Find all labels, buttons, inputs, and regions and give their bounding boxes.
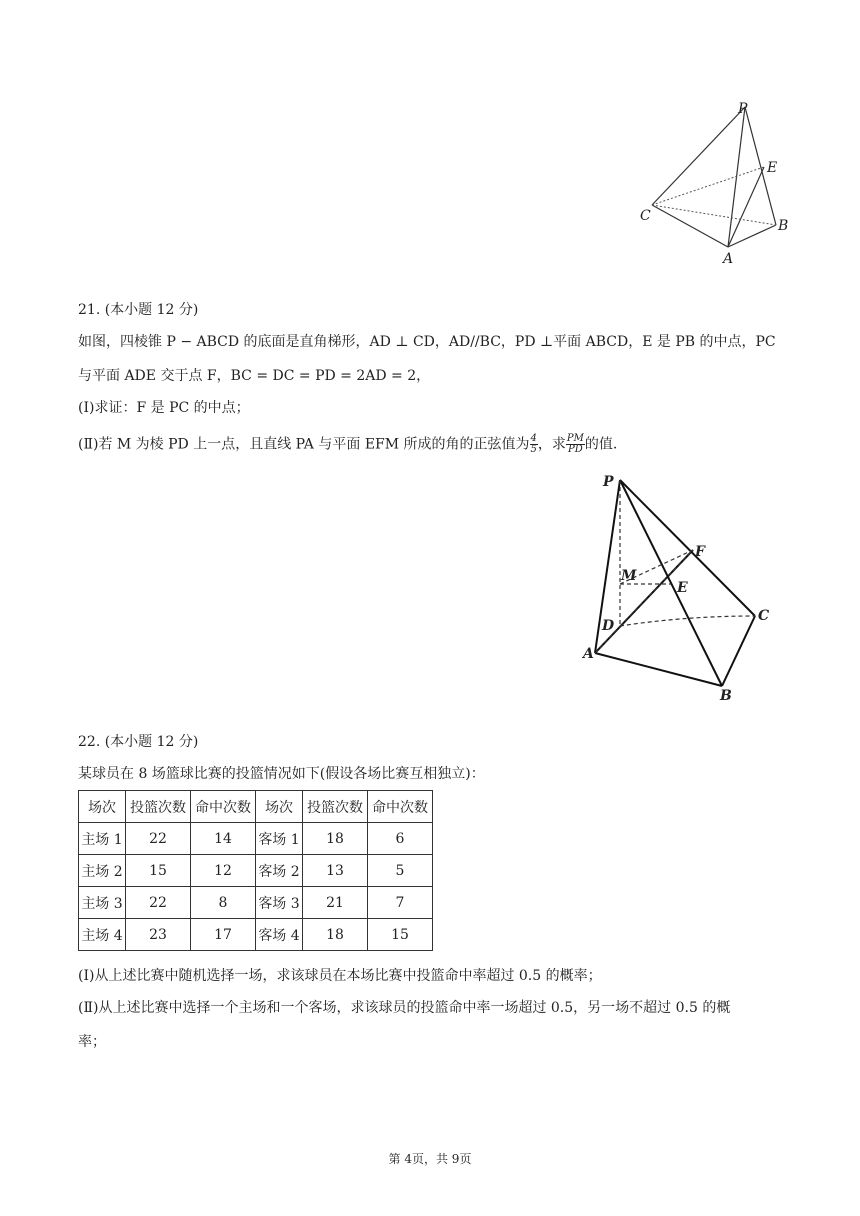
ratio-fraction-denominator: PD: [568, 444, 583, 455]
q21-statement-line1: 如图，四棱锥 P − ABCD 的底面是直角梯形，AD ⊥ CD，AD//BC，PD ⊥平面 ABCD，E 是 PB 的中点，PC: [78, 334, 776, 350]
fig2-label-p: P: [603, 474, 614, 490]
shooting-stats-table: [78, 790, 433, 951]
table-cell: 18: [303, 823, 368, 855]
table-cell: 8: [191, 887, 256, 919]
table-cell: 客场 4: [256, 919, 303, 951]
table-cell: 14: [191, 823, 256, 855]
fig2-label-f: F: [695, 544, 705, 560]
q21-part1: (Ⅰ)求证：F 是 PC 的中点；: [78, 400, 250, 416]
table-cell: 15: [126, 855, 191, 887]
fig2-label-e: E: [677, 580, 688, 596]
sine-fraction: [530, 434, 538, 455]
fig1-label-a: A: [723, 251, 734, 267]
table-cell: 13: [303, 855, 368, 887]
page-footer: 第 4页，共 9页: [388, 1152, 472, 1166]
q21-header: 21. (本小题 12 分): [78, 302, 199, 318]
sine-fraction-numerator: 4: [530, 433, 537, 444]
table-cell: 18: [303, 919, 368, 951]
q21-part2-text-c: 的值.: [584, 436, 618, 453]
fig1-label-p: P: [738, 101, 748, 117]
table-header-row: [79, 791, 433, 823]
table-header-cell: 命中次数: [191, 791, 256, 823]
table-row: [79, 887, 433, 919]
fig1-label-b: B: [778, 218, 789, 234]
table-row: [79, 823, 433, 855]
table-cell: 主场 3: [79, 887, 126, 919]
q22-header: 22. (本小题 12 分): [78, 734, 199, 750]
fig1-label-e: E: [767, 160, 778, 176]
table-cell: 23: [126, 919, 191, 951]
fig2-label-d: D: [602, 618, 615, 634]
table-header-cell: 场次: [79, 791, 126, 823]
table-cell: 12: [191, 855, 256, 887]
table-cell: 主场 4: [79, 919, 126, 951]
table-cell: 主场 2: [79, 855, 126, 887]
table-cell: 15: [368, 919, 433, 951]
q21-part2-text-b: ，求: [537, 436, 566, 453]
table-cell: 客场 3: [256, 887, 303, 919]
table-cell: 22: [126, 823, 191, 855]
pyramid-figure: [575, 468, 785, 703]
table-cell: 21: [303, 887, 368, 919]
q22-part2-line2: 率；: [78, 1034, 106, 1050]
q21-part2-text-a: (Ⅱ)若 M 为棱 PD 上一点，且直线 PA 与平面 EFM 所成的角的正弦值为: [78, 436, 530, 453]
ratio-fraction: [566, 434, 585, 455]
tetrahedron-figure: [630, 95, 800, 270]
q21-statement-line2: 与平面 ADE 交于点 F，BC = DC = PD = 2AD = 2，: [78, 368, 431, 384]
table-cell: 客场 2: [256, 855, 303, 887]
table-header-cell: 场次: [256, 791, 303, 823]
table-cell: 主场 1: [79, 823, 126, 855]
table-header-cell: 命中次数: [368, 791, 433, 823]
table-cell: 6: [368, 823, 433, 855]
q22-part2-line1: (Ⅱ)从上述比赛中选择一个主场和一个客场，求该球员的投篮命中率一场超过 0.5，另一场不超过 0.5 的概: [78, 1000, 731, 1016]
sine-fraction-denominator: 5: [530, 444, 537, 455]
table-header-cell: 投篮次数: [303, 791, 368, 823]
fig1-label-c: C: [640, 208, 651, 224]
table-cell: 客场 1: [256, 823, 303, 855]
table-cell: 5: [368, 855, 433, 887]
ratio-fraction-numerator: PM: [566, 433, 584, 444]
table-header-cell: 投篮次数: [126, 791, 191, 823]
q22-part1: (Ⅰ)从上述比赛中随机选择一场，求该球员在本场比赛中投篮命中率超过 0.5 的概率；: [78, 968, 602, 984]
q21-part2: [78, 434, 617, 455]
q22-intro: 某球员在 8 场篮球比赛的投篮情况如下(假设各场比赛互相独立)：: [78, 766, 485, 782]
fig2-label-m: M: [621, 568, 637, 584]
fig2-label-b: B: [720, 688, 732, 703]
table-row: [79, 855, 433, 887]
fig2-label-a: A: [583, 646, 594, 662]
table-cell: 7: [368, 887, 433, 919]
table-cell: 17: [191, 919, 256, 951]
table-row: [79, 919, 433, 951]
fig2-label-c: C: [758, 608, 770, 624]
table-cell: 22: [126, 887, 191, 919]
